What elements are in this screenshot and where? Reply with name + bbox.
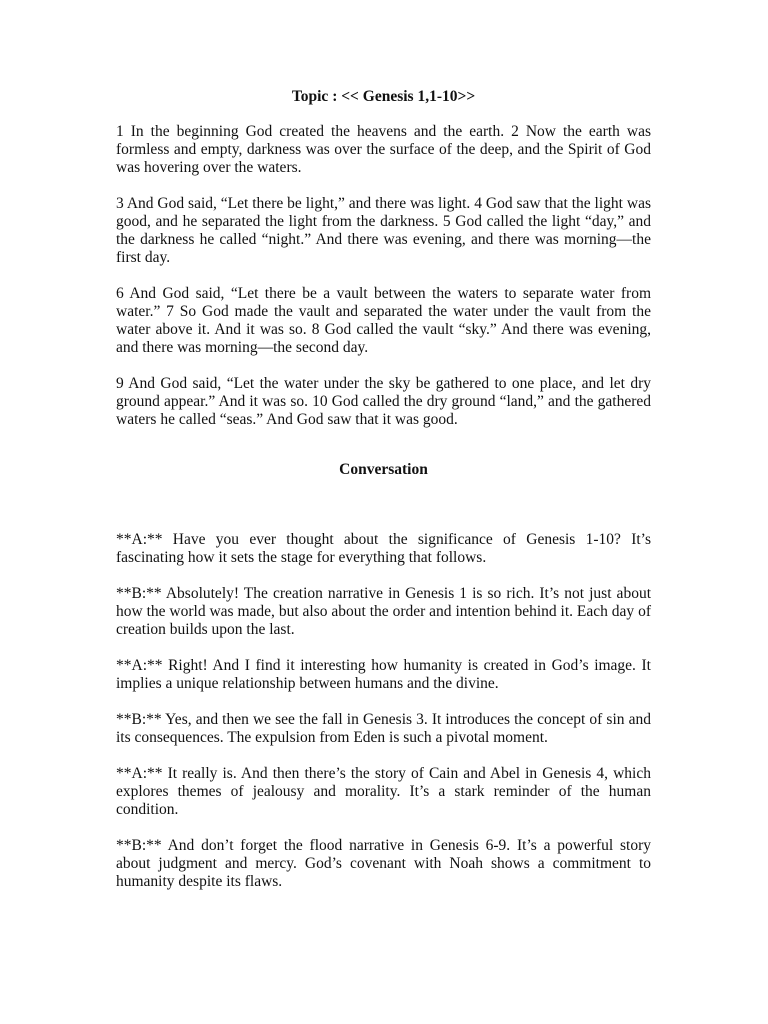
conversation-line-5: **A:** It really is. And then there’s the story of Cain and Abel in Genesis 4, which explores themes of jealousy and morality. It’s a stark reminder of the human condition. [116,765,651,818]
conversation-line-3: **A:** Right! And I find it interesting how humanity is created in God’s image. It implies a unique relationship between humans and the divine. [116,657,651,692]
genesis-paragraph-1: 1 In the beginning God created the heavens and the earth. 2 Now the earth was formless and empty, darkness was over the surface of the deep, and the Spirit of God was hovering over the waters. [116,123,651,176]
conversation-heading: Conversation [339,461,428,478]
document-title: Topic : << Genesis 1,1-10>> [291,88,476,105]
conversation-line-6: **B:** And don’t forget the flood narrative in Genesis 6-9. It’s a powerful story about judgment and mercy. God’s covenant with Noah shows a commitment to humanity despite its flaws. [116,837,651,890]
genesis-paragraph-4: 9 And God said, “Let the water under the sky be gathered to one place, and let dry ground appear.” And it was so. 10 God called the dry ground “land,” and the gathered waters he called “seas.” And God saw that it was good. [116,375,651,428]
genesis-paragraph-2: 3 And God said, “Let there be light,” and there was light. 4 God saw that the light was good, and he separated the light from the darkness. 5 God called the light “day,” and the darkness he called “night.” And there was evening, and there was morning—the first day. [116,195,651,266]
genesis-paragraph-3: 6 And God said, “Let there be a vault between the waters to separate water from water.” 7 So God made the vault and separated the water under the vault from the water above it. And it was so. 8 God called the vault “sky.” And there was evening, and there was morning—the second day. [116,285,651,356]
conversation-line-2: **B:** Absolutely! The creation narrative in Genesis 1 is so rich. It’s not just about how the world was made, but also about the order and intention behind it. Each day of creation builds upon the last. [116,585,651,638]
conversation-line-4: **B:** Yes, and then we see the fall in Genesis 3. It introduces the concept of sin and its consequences. The expulsion from Eden is such a pivotal moment. [116,711,651,746]
document-content [116,88,651,909]
conversation-line-1: **A:** Have you ever thought about the significance of Genesis 1-10? It’s fascinating how it sets the stage for everything that follows. [116,531,651,566]
